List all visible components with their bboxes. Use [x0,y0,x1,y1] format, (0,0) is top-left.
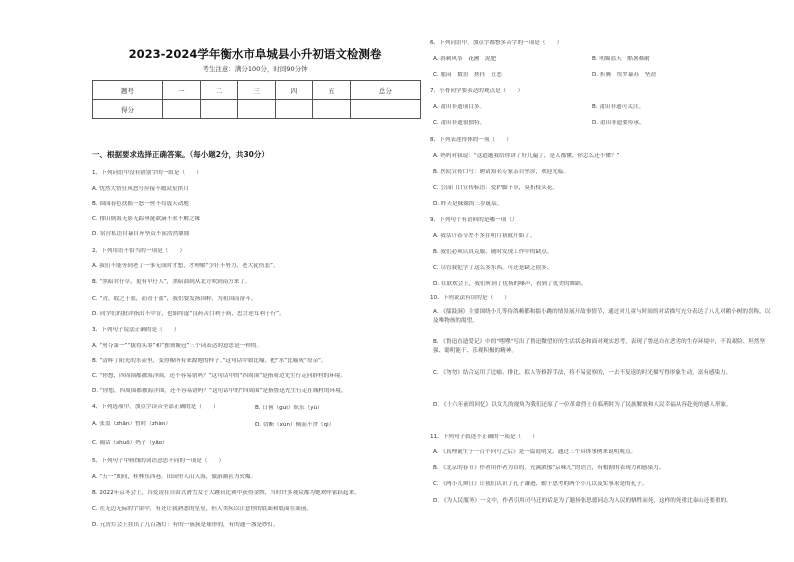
question-line: A. 莆田非遗项目多。 [433,104,486,110]
question-line: D. 在联欢会上，我们听到了优扬的嗓声，看到了优美的舞蹈。 [433,281,587,287]
table-cell: 一 [163,81,201,100]
question-line: A. 忧然大悟狂风怒号应接不暇众星拱月 [92,186,189,192]
question-line: D. 元宵灯会上挂出了几百盏灯：有的一簇簇是球形的，有的通一盏是纱灯。 [92,522,279,528]
table-cell [163,100,201,119]
question-line: D. 昨天是妹妹的三岁诞辰。 [433,201,503,207]
question-line: A. “勇夺第一”“拔得头筹”和“独领鳌冠”三个词表达的意思是一样的。 [92,343,263,349]
question-line: B. “黑暗君仔草，更有早仔人”，黑暗油到从北方吹到南方来了。 [92,279,251,285]
question-line: C. “你想，四周围都被海洋围，还不容易错吗？”这句话中的“四周围”是指周边光生行走向群村的环境。 [92,373,346,379]
question-line: C. 公园门口宣传标语：爱护脚下草，莫折枝头花。 [433,185,558,191]
question-line: 4、下列选项中，加点字读音全部正确的是（ ） [92,404,219,410]
table-cell: 二 [200,81,238,100]
page-title: 2023-2024学年衡水市阜城县小升初语文检测卷 [128,47,382,61]
option-line: B. 日晷（guì）妖乐（yù） [255,405,323,411]
question-line: B. 《鲁迅直遗爱记》中的“嘿嘿”写出了鲁迅微望好的生活状态和面对观实思考，表现了鲁迅自在恶劣的生存环境中，不畏艰险、坦然坚强、聪明能干、乐观积极的精神。 [433,339,766,354]
question-line: A. 我们不能等到老了一事无成时才想，才理解“少壮不努力，老大徒伤悲”。 [92,263,279,269]
option-line: D. 切断（xùn）倾而不舍（qì） [255,422,335,428]
question-line: A. 斜刺风筝 花圃 泥肥 [433,56,497,62]
question-line: 5、下列句子中画线的词语意思不同的一项是（ ） [92,458,225,464]
question-line: C. 莆田非遗很独特。 [433,120,486,126]
question-line: A. 《擂鼓洞》主要围绕小儿等待鸽赖都和擂小跳的情景展开故事情节，通过对儿童与时间的对话描写充分表达了八儿对鹅小树的喜称，以及唯物孩的渴望。 [433,309,771,324]
table-cell [275,100,313,119]
question-line: D. 莆田非遗要传承。 [592,120,645,126]
question-line: A. 《真理诞生于一百个问号之后》是一篇说明文，通过三个具体事例来说明观点。 [433,449,637,455]
question-line: C. 《两小儿辩日》让我们认识了孔子谦逊、勤于思考的两个小儿以及实事求是的孔子。 [433,481,648,487]
question-line: 9、下列句子有语病的是哪一项（） [430,217,518,223]
question-line: B. 我们必须认真克服、随时发现工作中的缺点。 [433,249,553,255]
question-line: C. 胀闷 数语 挟挂 丑恶 [433,72,502,78]
question-line: D. 《十六年前的回忆》以女儿的视角为我们还原了一位革命烈士在临刑时为了民族解放和人民幸福从容赴死的感人形象。 [433,402,732,408]
question-line: 8、下列表述得体的一项（ ） [430,137,512,143]
question-line: B. “清晖了阳光的水壶里，变得像所有来源地的样子。”这句话中如比喻，把“水”比喻成“母亲”。 [92,358,327,364]
table-cell: 题号 [93,81,163,100]
question-line: B. 2022年京冬会上，谷爱凌在自由式滑雪女子大跳台比赛中获得金牌，当时许多观众都为她欢呼雀跃起来。 [92,490,360,496]
table-cell [200,100,238,119]
question-line: C. 在无边无际的宇宙中，有还让我熟悉的星星，但人类疾以注意你的底面和底面在面前。 [92,506,313,512]
table-cell: 总分 [350,81,420,100]
table-cell: 三 [238,81,276,100]
exam-notice: 考生注意：满分100分，时间90分钟 [202,65,308,73]
table-cell: 四 [275,81,313,100]
table-cell: 五 [313,81,351,100]
question-line: D. 《为人民服务》一文中，作者引用司马迁的话是为了题扬张思德同志为人民的牺牲而死，这样的死重比泰山还要重的。 [433,498,732,504]
table-cell: 得分 [93,100,163,119]
question-line: C. 尽管我犯学了这么多东西，可还是缺乏很多。 [433,265,553,271]
question-line: A. 我估计春节差不多在明月初就开始了。 [433,233,536,239]
question-line: 10、下列说法有误的是（ ） [430,295,510,301]
question-line: 2、下列用语不恰当的一项是（ ） [92,248,186,254]
table-cell [238,100,276,119]
question-line: D. “你想，四周围都被海洋围，还不容易错吗？”这句话中的“四周围”是指鲁迅先生行走在城村的环境。 [92,388,347,394]
question-line: C. 《勿勿》结合运用了比喻、排比、拟人等修辞手法，将不易觉察的，一去不复返的时光描写得形象生动，富有感染力。 [433,370,732,376]
score-table [92,80,421,119]
question-line: 7、小骨同学要表达的观点是（ ） [430,88,524,94]
score-table-score-row [93,100,421,119]
question-line: C. 排山倒海无影无踪垂涎欲滴不求不解之缘 [92,216,201,222]
section-heading: 一、根据要求选择正确答案。（每小题2分，共30分） [92,150,269,159]
question-line: B. 《北京的春节》作者用作者为首的，充满浓郁“京味儿”的语言，有根据的表现力和感染力。 [433,465,665,471]
question-line: B. 明媚蓝天 酷暑难耐 [592,56,650,62]
question-line: D. 宿营私语自暴自弃坚贞不屈浩然鼎鼎 [92,231,190,237]
question-line: A. 张盖（zhǎn）暂时（zhàn） [92,421,171,427]
score-table-header-row [93,81,421,100]
question-line: D. 同学们的批评指出不中肯，也始终虚“良药苦口利于病，忠言逆耳利于行”。 [92,311,285,317]
question-line: A. 妈妈对我说：“这道题我给你讲了好几遍了，是人都懂，你怎么还不懂？” [433,153,620,159]
question-line: 1、下列词语中没有错别字的一组是（ ） [92,170,202,176]
question-line: 11、下列句子叙述不正确的一项是（ ） [430,434,538,440]
table-cell [350,100,420,119]
question-line: C. 阔话（shuō）妈子（yāo） [92,440,168,446]
question-line: 6、下列词语中，加点字都整多音字的一项是（ ） [430,40,563,46]
question-line: 3、下列句子说法正确的是（ ） [92,327,180,333]
question-line: B. 医院宣传口号：聘请知名专家亲自坐诊，欢迎光临。 [433,169,570,175]
question-line: A. “五一”期间，桂林东西巷，田园里人山人海，旅游潮甚为火爆。 [92,474,257,480]
question-line: D. 折腾 埃罗暴苏 坚劲 [592,72,656,78]
question-line: B. 莆田非遗可关注。 [592,104,645,110]
table-cell [313,100,351,119]
question-line: C. “青，取之于蓝，而青于蓝”，我们要发扬国粹，为祖国而奋斗。 [92,296,257,302]
question-line: B. 围园春色扶摇一怒一丝不苟震天动地 [92,201,189,207]
